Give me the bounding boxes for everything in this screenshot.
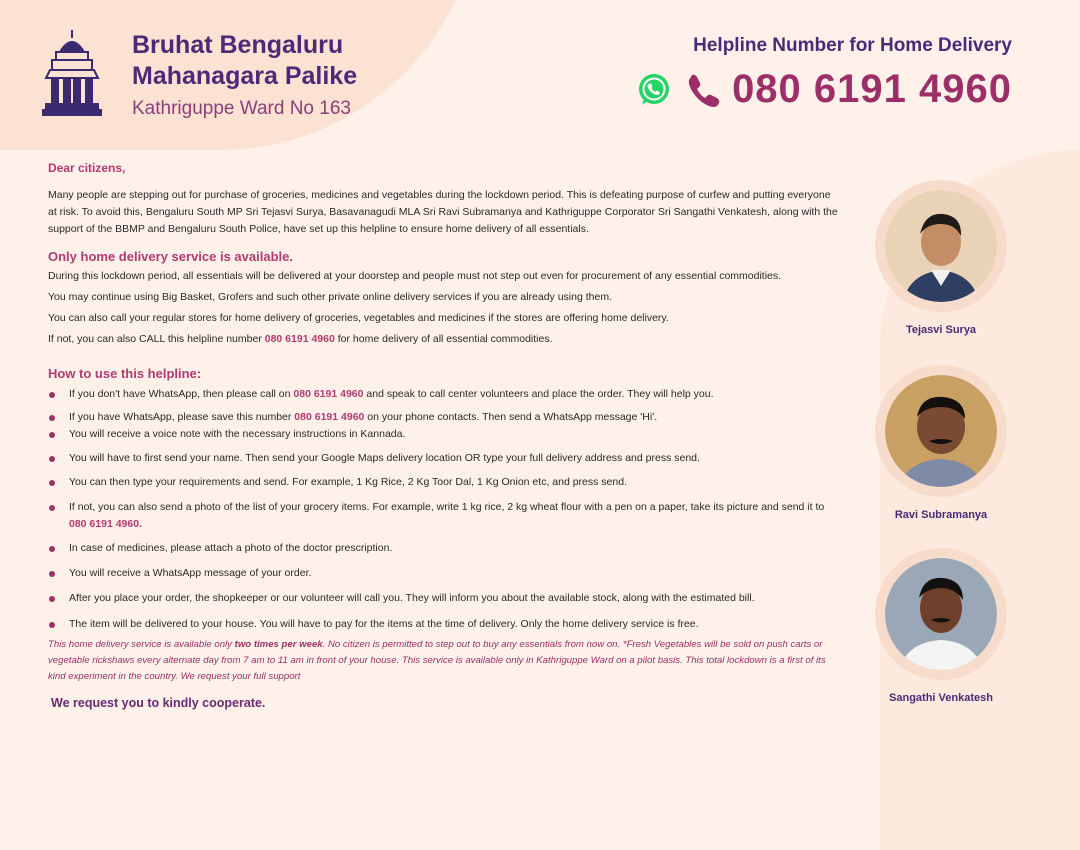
service-note xyxy=(48,637,838,685)
person-name: Ravi Subramanya xyxy=(894,509,988,521)
helpline-number-inline: 080 6191 4960 xyxy=(264,333,335,345)
whatsapp-icon xyxy=(636,72,672,108)
step-text-end: and speak to call center volunteers and place the order. They will help you. xyxy=(366,388,714,400)
note-text: This home delivery service is available only xyxy=(48,639,232,650)
person-card xyxy=(866,180,1016,336)
person-card xyxy=(866,548,1016,704)
person-card xyxy=(866,365,1016,521)
howto-heading: How to use this helpline: xyxy=(48,366,202,381)
avatar xyxy=(885,375,997,487)
avatar-ring xyxy=(875,180,1007,312)
list-item xyxy=(48,386,838,403)
avatar-ring xyxy=(875,548,1007,680)
person-name: Sangathi Venkatesh xyxy=(889,692,993,704)
avatar-ring xyxy=(875,365,1007,497)
note-text-end: . No citizen is permitted to step out to buy any essentials from now on. *Fresh Vegetables will be sold on push carts or vegetable rickshaws every alternate day from 7 am to 11 am in front of your house. This service is available only in Kathriguppe Ward on a pilot basis. This total lockdown is a first of its kind experiment in the country. We request your full support xyxy=(48,639,826,682)
list-item: You will have to first send your name. Then send your Google Maps delivery location OR type your full delivery address and press send. xyxy=(48,450,838,467)
list-item: You will receive a voice note with the necessary instructions in Kannada. xyxy=(48,426,838,443)
helpline-number-inline: 080 6191 4960 xyxy=(293,388,364,400)
step-text: If you don't have WhatsApp, then please call on xyxy=(69,388,291,400)
list-item xyxy=(48,499,838,533)
person-name: Tejasvi Surya xyxy=(905,324,977,336)
delivery-paragraph-1: During this lockdown period, all essentials will be delivered at your doorstep and people must not step out even for procurement of any essential commodities. xyxy=(48,270,782,282)
delivery-paragraph-4 xyxy=(48,331,838,348)
list-item: After you place your order, the shopkeeper or our volunteer will call you. They will inform you about the available stock, along with the estimated bill. xyxy=(48,590,838,607)
helpline-phone-row xyxy=(636,67,1012,112)
list-item xyxy=(48,409,838,426)
closing-line: We request you to kindly cooperate. xyxy=(51,696,266,710)
org-line-1: Bruhat Bengaluru xyxy=(132,31,344,59)
delivery-paragraph-3: You can also call your regular stores for home delivery of groceries, vegetables and medicines if the stores are offering home delivery. xyxy=(48,312,669,324)
list-item: You will receive a WhatsApp message of your order. xyxy=(48,565,838,582)
note-emphasis: two times per week xyxy=(234,639,323,650)
ward-name: Kathriguppe Ward No 163 xyxy=(132,98,351,119)
helpline-title: Helpline Number for Home Delivery xyxy=(693,35,1012,56)
step-text: If you have WhatsApp, please save this number xyxy=(69,411,292,423)
howto-list xyxy=(48,386,838,633)
org-line-2: Mahanagara Palike xyxy=(132,62,358,90)
avatar xyxy=(885,558,997,670)
step-text-end: on your phone contacts. Then send a WhatsApp message 'Hi'. xyxy=(367,411,658,423)
intro-paragraph: Many people are stepping out for purchase of groceries, medicines and vegetables during the lockdown period. This is defeating purpose of curfew and putting everyone at risk. To avoid this, Bengaluru South MP Sri Tejasvi Surya, Basavanagudi MLA Sri Ravi Subramanya and Kathriguppe Corporator Sri Sangathi Venkatesh, along with the support of the BBMP and Bengaluru South Police, have set up this helpline to ensure home delivery of all essentials. xyxy=(48,189,838,235)
delivery-paragraph-2: You may continue using Big Basket, Grofers and such other private online delivery services if you are already using them. xyxy=(48,291,612,303)
bbmp-emblem-icon xyxy=(42,26,102,118)
step-text: If not, you can also send a photo of the list of your grocery items. For example, write 1 kg rice, 2 kg wheat flour with a pen on a paper, take its picture and send it to xyxy=(69,501,825,513)
helpline-number: 080 6191 4960 xyxy=(732,67,1012,111)
delivery-p4-text-end: for home delivery of all essential commodities. xyxy=(337,333,553,345)
list-item: You can then type your requirements and send. For example, 1 Kg Rice, 2 Kg Toor Dal, 1 Kg Onion etc, and press send. xyxy=(48,474,838,491)
helpline-number-inline: 080 6191 4960. xyxy=(69,518,142,530)
list-item: The item will be delivered to your house. You will have to pay for the items at the time of delivery. Only the home delivery service is free. xyxy=(48,616,838,633)
avatar xyxy=(885,190,997,302)
delivery-p4-text: If not, you can also CALL this helpline number xyxy=(48,333,262,345)
main-content xyxy=(48,160,838,712)
greeting: Dear citizens, xyxy=(48,161,126,175)
list-item: In case of medicines, please attach a photo of the doctor prescription. xyxy=(48,540,838,557)
phone-icon xyxy=(684,72,720,108)
delivery-heading: Only home delivery service is available. xyxy=(48,249,293,264)
helpline-number-inline: 080 6191 4960 xyxy=(294,411,365,423)
organization-name xyxy=(132,30,357,92)
